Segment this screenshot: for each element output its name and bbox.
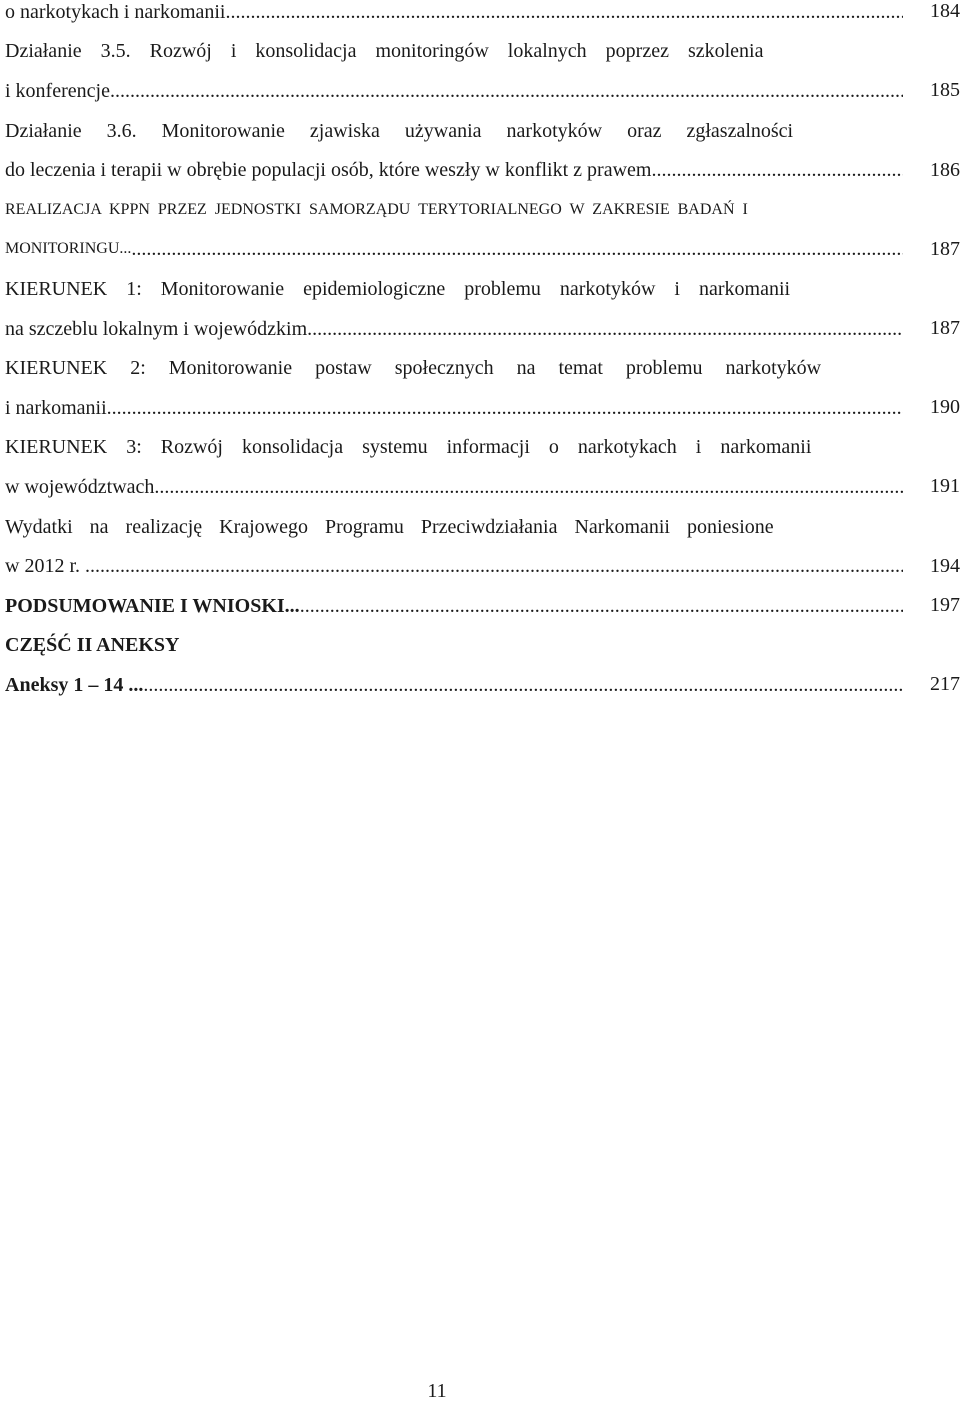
toc-line: [5, 71, 903, 111]
toc-line: [5, 507, 903, 547]
toc-entry[interactable]: [5, 665, 960, 705]
toc-entry-title-cont: na szczeblu lokalnym i wojewódzkim...: [5, 317, 323, 340]
toc-entry-title: REALIZACJA KPPN PRZEZ JEDNOSTKI SAMORZĄDU TERYTORIALNEGO W ZAKRESIE BADAŃ I: [5, 200, 748, 218]
toc-page-number: 190: [930, 396, 960, 419]
toc-dot-leader: [131, 239, 903, 259]
toc-dot-leader: [125, 81, 903, 101]
toc-entry-title-cont: do leczenia i terapii w obrębie populacji osób, które weszły w konflikt z prawem...: [5, 159, 667, 182]
toc-entry-title: Działanie 3.6. Monitorowanie zjawiska używania narkotyków oraz zgłaszalności: [5, 119, 794, 142]
toc-entry[interactable]: [5, 626, 960, 666]
toc-entry-title-cont: w 2012 r. ...: [5, 555, 100, 578]
toc-page-number: 197: [930, 594, 960, 617]
toc-entry-title-cont: i konferencje...: [5, 79, 125, 102]
toc-dot-leader: [143, 675, 903, 695]
toc-page-number: 184: [930, 0, 960, 23]
toc-page-number: 186: [930, 158, 960, 181]
toc-entry-title: KIERUNEK 1: Monitorowanie epidemiologiczne problemu narkotyków i narkomanii: [5, 277, 791, 300]
toc-entry-title: Aneksy 1 – 14 ...: [5, 673, 144, 696]
table-of-contents: [5, 0, 960, 705]
toc-page-number: 191: [930, 475, 960, 498]
toc-line: [5, 150, 903, 190]
toc-dot-leader: [322, 319, 903, 339]
toc-dot-leader: [666, 160, 903, 180]
toc-dot-leader: [169, 477, 903, 497]
toc-entry-title-cont: i narkomanii...: [5, 396, 122, 419]
toc-entry-title: KIERUNEK 3: Rozwój konsolidacja systemu informacji o narkotykach i narkomanii: [5, 436, 812, 459]
toc-dot-leader: [300, 596, 903, 616]
toc-line: [5, 586, 903, 626]
toc-line: [5, 111, 903, 151]
toc-line: [5, 230, 903, 270]
toc-page-number: 187: [930, 237, 960, 260]
toc-line: [5, 626, 903, 666]
toc-entry[interactable]: [5, 269, 960, 348]
toc-line: [5, 0, 903, 32]
toc-line: [5, 309, 903, 349]
toc-dot-leader: [122, 398, 903, 418]
toc-entry-title: Wydatki na realizację Krajowego Programu Przeciwdziałania Narkomanii poniesione: [5, 515, 774, 538]
toc-line: [5, 665, 903, 705]
toc-entry-title: o narkotykach i narkomanii...: [5, 0, 241, 23]
toc-entry-title: PODSUMOWANIE I WNIOSKI...: [5, 594, 300, 617]
toc-page-number: 194: [930, 554, 960, 577]
toc-line: [5, 546, 903, 586]
toc-page-number: 187: [930, 317, 960, 340]
toc-entry[interactable]: [5, 0, 960, 32]
toc-line: [5, 467, 903, 507]
toc-line: [5, 428, 903, 468]
toc-entry[interactable]: [5, 348, 960, 427]
toc-entry[interactable]: [5, 428, 960, 507]
toc-line: [5, 32, 903, 72]
toc-entry-title-cont: w województwach...: [5, 475, 170, 498]
toc-page-number: 217: [930, 673, 960, 696]
toc-entry[interactable]: [5, 190, 960, 269]
toc-entry[interactable]: [5, 586, 960, 626]
toc-line: [5, 269, 903, 309]
toc-page-number: 185: [930, 79, 960, 102]
toc-line: [5, 348, 903, 388]
toc-entry-title: Działanie 3.5. Rozwój i konsolidacja monitoringów lokalnych poprzez szkolenia: [5, 40, 764, 63]
toc-dot-leader: [241, 2, 904, 22]
toc-part-heading: CZĘŚĆ II ANEKSY: [5, 634, 180, 657]
toc-entry-title: KIERUNEK 2: Monitorowanie postaw społecznych na temat problemu narkotyków: [5, 357, 822, 380]
toc-entry[interactable]: [5, 507, 960, 586]
page-footer-number: 11: [427, 1380, 447, 1402]
toc-entry[interactable]: [5, 32, 960, 111]
toc-entry-title-cont: MONITORINGU...: [5, 240, 132, 258]
toc-entry[interactable]: [5, 111, 960, 190]
toc-line: [5, 190, 903, 230]
toc-line: [5, 388, 903, 428]
toc-dot-leader: [100, 556, 903, 576]
